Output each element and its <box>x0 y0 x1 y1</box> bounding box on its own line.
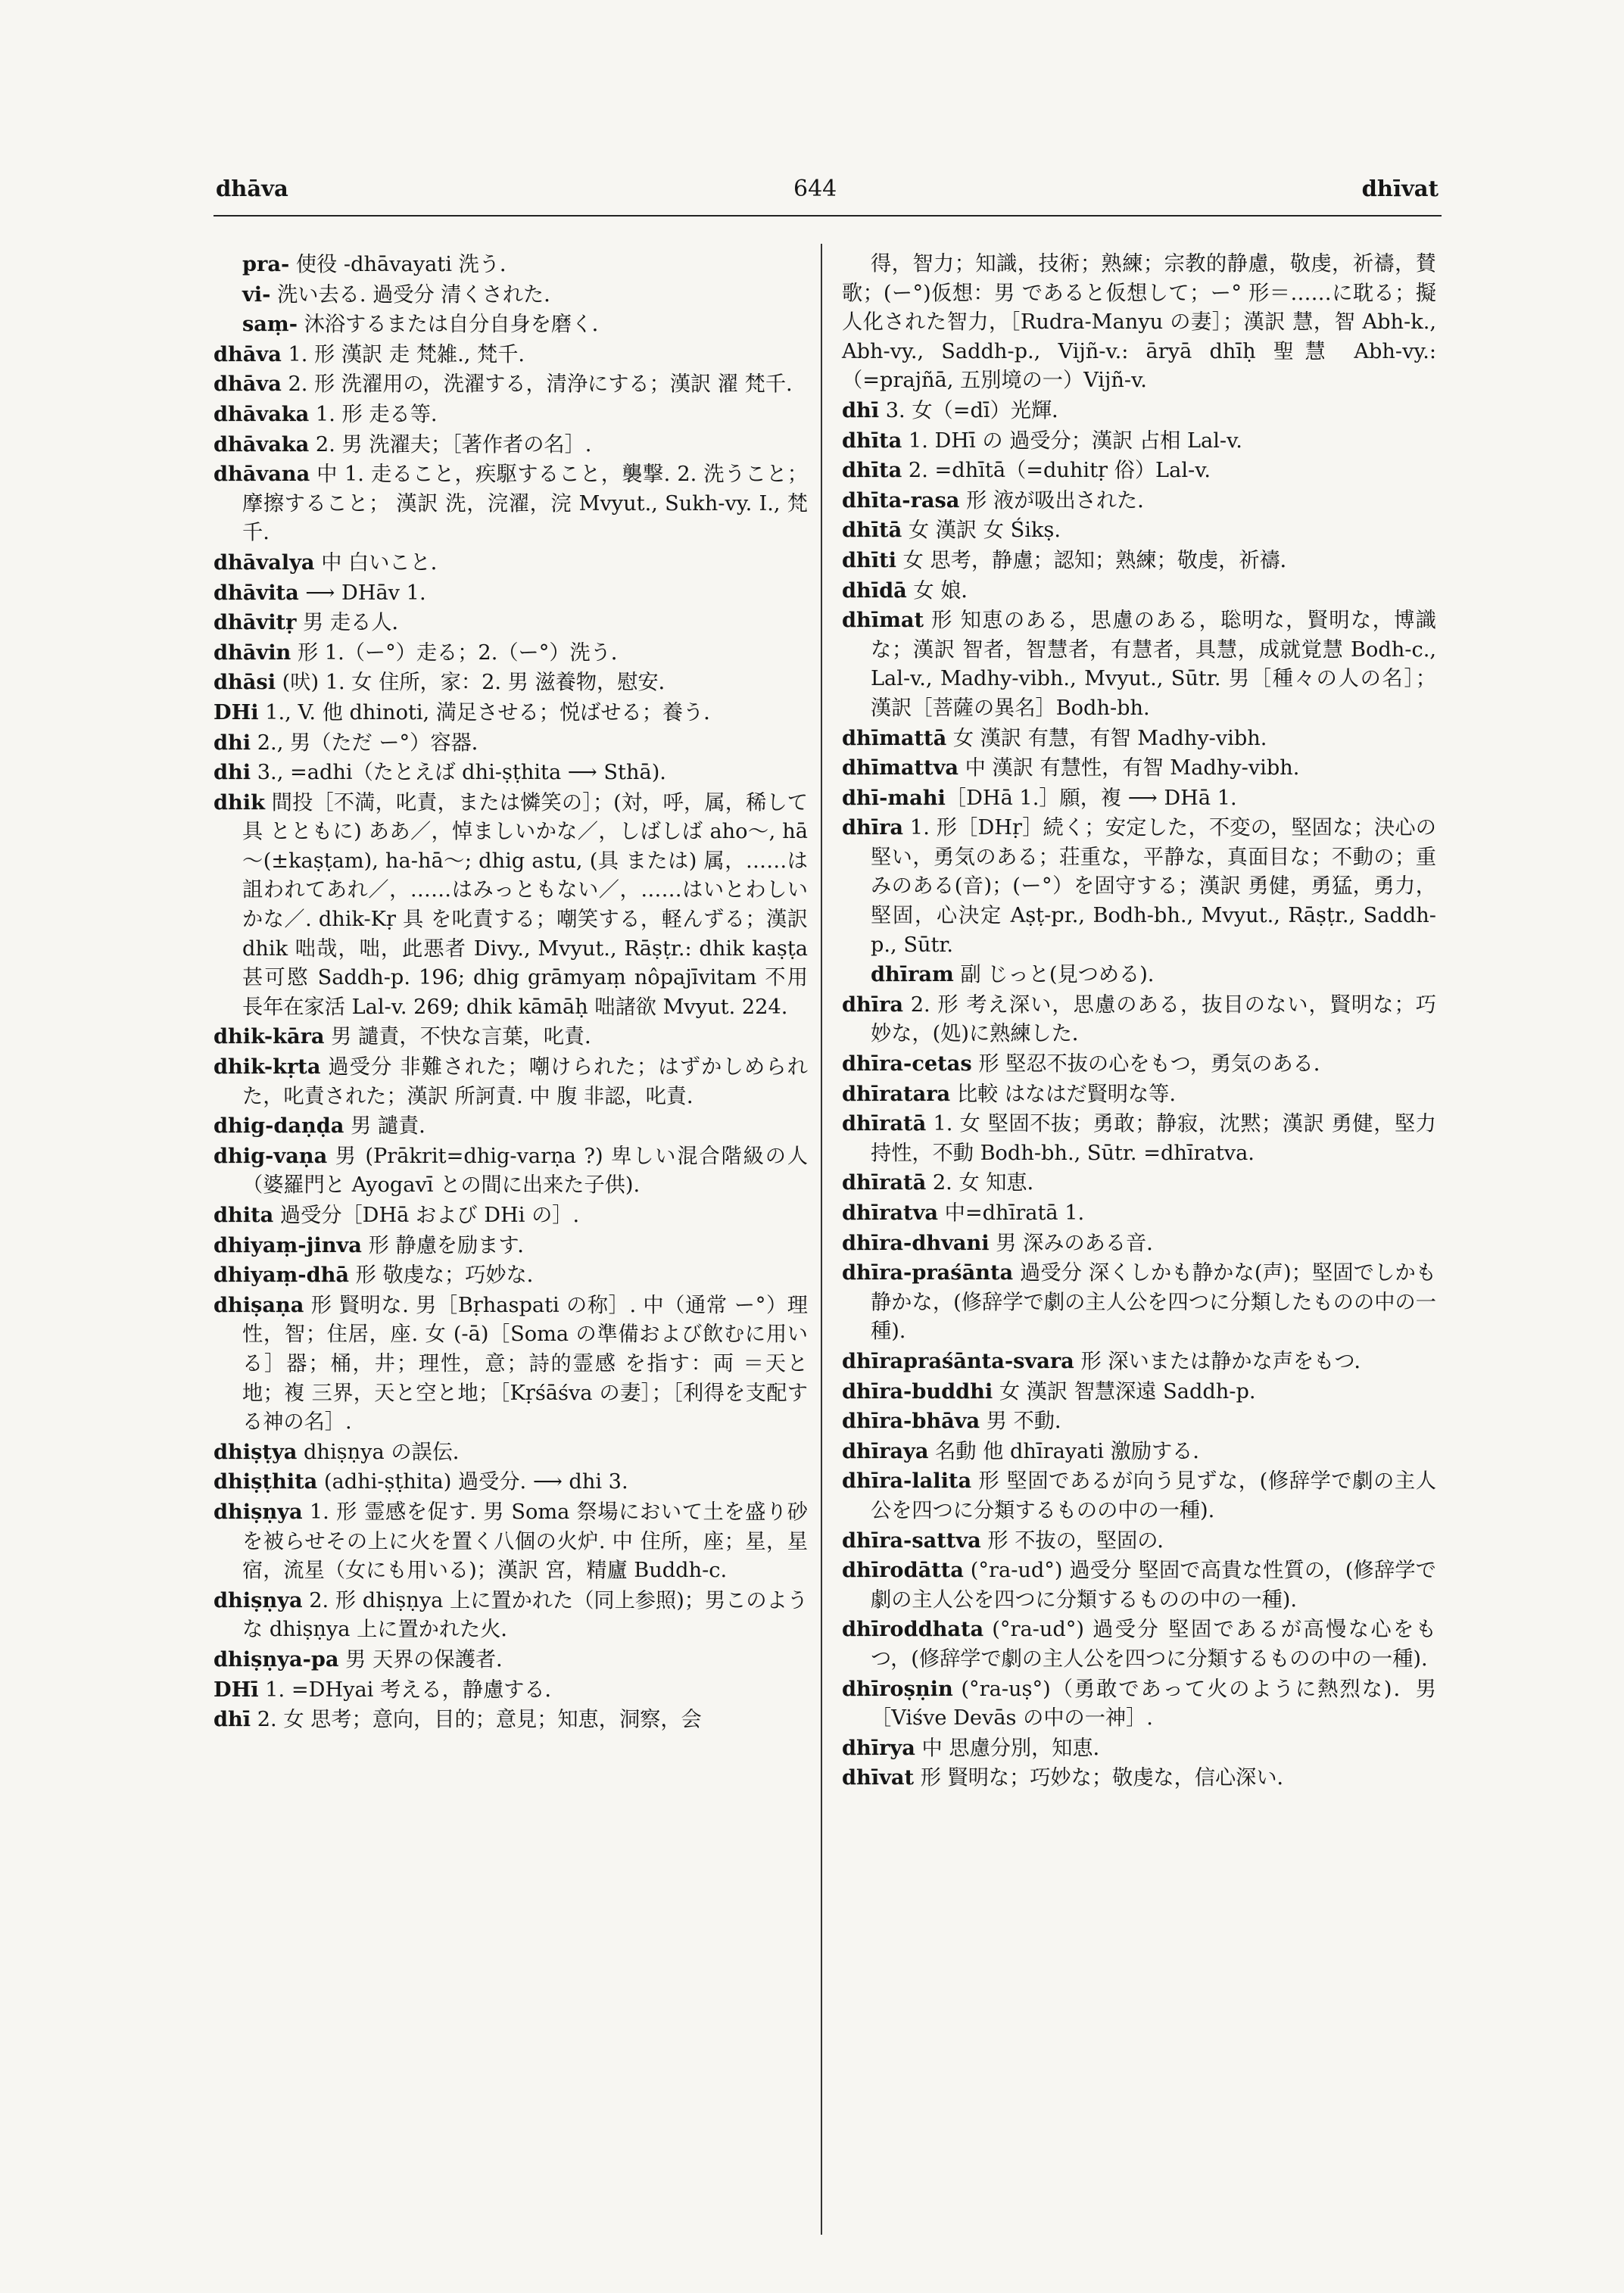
entry-definition: 形 深いまたは静かな声をもつ． <box>1074 1349 1375 1373</box>
entry-headword: dhīra-sattva <box>842 1528 981 1553</box>
entry-definition: 1. =DHyai 考える，静慮する． <box>258 1678 566 1702</box>
running-head-left: dhāva <box>216 176 288 201</box>
dictionary-entry <box>842 1168 1436 1198</box>
dictionary-entry <box>842 960 1436 990</box>
entry-definition: 形 賢明な. 男［Bṛhaspati の称］. 中（通常 ー°）理性，智；住居，座. 女 (-ā)［Soma の準備および飲むに用いる］器；桶，井；理性，意；詩的霊感 を指す：両 ＝天と地；複 三界，天と空と地；［Kṛśāśva の妻］；［利得を支配する神の名］. <box>242 1293 808 1435</box>
entry-definition: 形 不抜の，堅固の． <box>980 1528 1178 1553</box>
entry-headword: dhiṣaṇa <box>214 1292 304 1317</box>
dictionary-entry <box>842 1229 1436 1259</box>
entry-headword: dhāvaka <box>214 401 310 426</box>
entry-definition: 男 不動． <box>980 1410 1076 1434</box>
entry-definition: dhiṣṇya の誤伝． <box>297 1440 474 1464</box>
entry-headword: dhiṣṇya <box>214 1587 303 1612</box>
dictionary-entry <box>842 516 1436 546</box>
entry-definition: 名動 他 dhīrayati 激励する． <box>928 1439 1214 1463</box>
entry-headword: dhīra-buddhi <box>842 1379 993 1404</box>
dictionary-entry <box>842 546 1436 576</box>
running-head-right: dhīvat <box>1361 176 1439 201</box>
dictionary-entry <box>214 1467 808 1497</box>
entry-definition: 中=dhīratā 1. <box>938 1201 1085 1225</box>
entry-definition: 形 静慮を励ます． <box>361 1233 538 1257</box>
entry-definition: 洗い去る. 過受分 清くされた． <box>270 282 565 307</box>
entry-definition: 中 思慮分別，知恵． <box>915 1736 1114 1760</box>
entry-definition: 中 1. 走ること，疾駆すること，襲撃. 2. 洗うこと；摩擦すること； 漢訳 洗，浣濯，浣 Mvyut., Sukh-vy. I., 梵千. <box>242 463 808 545</box>
entry-headword: dhī-mahi <box>842 785 946 810</box>
dictionary-entry <box>842 1556 1436 1615</box>
entry-definition: 女 漢訳 智慧深遠 Saddh-p. <box>993 1379 1256 1404</box>
entry-definition: 過受分［DHā および DHi の］. <box>273 1204 580 1227</box>
entry-headword: dhāva <box>214 372 282 397</box>
dictionary-entry <box>214 608 808 638</box>
entry-definition: 女 漢訳 女 Śikṣ. <box>902 519 1061 543</box>
dictionary-entry <box>214 1201 808 1231</box>
entry-definition: 中 漢訳 有慧性，有智 Madhy-vibh. <box>959 756 1300 780</box>
dictionary-entry <box>842 1347 1436 1377</box>
entry-headword: dhāvana <box>214 462 310 487</box>
dictionary-entry <box>214 1260 808 1291</box>
entry-headword: dhiṣṭya <box>214 1439 298 1464</box>
dictionary-entry <box>214 340 808 370</box>
entry-headword: dhīmat <box>842 608 924 633</box>
entry-definition: 2., 男（ただ ー°）容器． <box>251 731 492 755</box>
dictionary-entry <box>842 990 1436 1049</box>
entry-definition: 女 漢訳 有慧，有智 Madhy-vibh. <box>946 726 1267 750</box>
dictionary-entry <box>842 1763 1436 1793</box>
dictionary-entry <box>214 1586 808 1645</box>
entry-definition: 使役 -dhāvayati 洗う． <box>289 253 521 276</box>
entry-headword: dhi <box>214 730 251 755</box>
entry-headword: dhīratva <box>842 1201 939 1225</box>
entry-headword: dhiyaṃ-jinva <box>214 1232 362 1257</box>
entry-headword: dhāvitṛ <box>214 610 297 635</box>
entry-headword: dhīratā <box>842 1111 927 1136</box>
entry-definition: (吠) 1. 女 住所，家：2. 男 滋養物，慰安． <box>276 671 679 695</box>
entry-definition: 中 白いこと． <box>314 550 451 575</box>
dictionary-entry <box>214 280 808 310</box>
entry-headword: dhī <box>214 1707 251 1732</box>
entry-definition: (adhi-ṣṭhita) 過受分. ⟶ dhi 3. <box>317 1470 628 1494</box>
entry-headword: dhīram <box>871 962 954 987</box>
dictionary-entry <box>842 486 1436 516</box>
dictionary-entry <box>842 250 1436 396</box>
dictionary-entry <box>214 578 808 609</box>
entry-definition: 1. 形 霊感を促す. 男 Soma 祭場において土を盛り砂を被らせその上に火を置く八個の火炉. 中 住所，座；星，星宿，流星（女にも用いる)；漢訳 宮，精廬 Buddh-c. <box>242 1500 808 1583</box>
dictionary-entry <box>842 1109 1436 1168</box>
dictionary-entry <box>842 1615 1436 1674</box>
entry-headword: dhig-vaṇa <box>214 1143 328 1168</box>
dictionary-entry <box>214 638 808 668</box>
dictionary-entry <box>842 1080 1436 1110</box>
entry-definition: (°ra-ud°) 過受分 堅固であるが高慢な心をもつ，(修辞学で劇の主人公を四つに分類するものの中の一種). <box>871 1618 1436 1671</box>
entry-headword: dhīroṣṇin <box>842 1676 953 1701</box>
dictionary-entry <box>842 1734 1436 1764</box>
entry-definition: 2. 男 洗濯夫；［著作者の名］. <box>309 432 592 456</box>
page-number: 644 <box>793 176 837 202</box>
entry-definition: 女 思考，静慮；認知；熟練；敬虔，祈禱． <box>896 548 1301 572</box>
dictionary-entry <box>214 788 808 1023</box>
dictionary-entry <box>214 400 808 430</box>
dictionary-entry <box>842 606 1436 723</box>
entry-headword: dhīrapraśānta-svara <box>842 1348 1074 1373</box>
column-divider <box>821 244 822 2235</box>
entry-headword: dhiṣṇya-pa <box>214 1647 339 1671</box>
entry-definition: 1. 形 走る等. <box>309 402 438 426</box>
entry-definition: 男 走る人． <box>296 611 413 635</box>
entry-headword: dhī <box>842 397 880 422</box>
entry-definition: 間投［不満，叱責，または憐笑の］；(対，呼，属，稀して 具 とともに) ああ／，悼ましいかな／，しばしば aho～, hā～(±kaṣṭam), ha-hā～; dhig astu, (具 または) 属，……は詛われてあれ／，……はみっともない／，……はいとわしいかな／. dhik-Kṛ 具 を叱責する；嘲笑する，軽んずる；漢訳 dhik 咄哉，咄，此悪者 Divy., Mvyut., Rāṣṭr.: dhik kaṣṭa 甚可愍 Saddh-p. 196; dhig grāmyaṃ nôpajīvitam 不用長年在家活 Lal-v. 269; dhik kāmāḥ 咄諸欲 Mvyut. 224. <box>242 790 808 1019</box>
entry-headword: dhāvaka <box>214 431 310 456</box>
entry-headword: dhīra-bhāva <box>842 1409 980 1434</box>
dictionary-entry <box>214 1291 808 1438</box>
entry-headword: saṃ- <box>242 312 298 337</box>
entry-definition: 形 液が吸出された． <box>959 488 1158 512</box>
entry-definition: 副 じっと(見つめる). <box>953 963 1155 987</box>
entry-headword: dhīratara <box>842 1081 951 1106</box>
entry-headword: DHī <box>214 1677 259 1702</box>
entry-definition: ⟶ DHāv 1. <box>298 581 426 605</box>
dictionary-entry <box>842 396 1436 426</box>
entry-headword: dhīraya <box>842 1438 929 1463</box>
dictionary-entry <box>214 250 808 280</box>
entry-headword: dhāvalya <box>214 550 315 575</box>
entry-headword: dhīta <box>842 428 902 453</box>
entry-definition: 形 敬虔な；巧妙な． <box>348 1263 547 1288</box>
entry-definition: 1. 形 漢訳 走 梵雑., 梵千. <box>281 342 525 366</box>
entry-headword: dhāsi <box>214 670 276 695</box>
entry-definition: 過受分 非難された；嘲けられた；はずかしめられた，叱責された；漢訳 所訶責. 中 腹 非認，叱責． <box>242 1055 808 1108</box>
dictionary-entry <box>214 698 808 728</box>
entry-definition: 男 譴責，不快な言葉，叱責． <box>324 1025 606 1049</box>
entry-definition: 3., =adhi（たとえば dhi-ṣṭhita ⟶ Sthā). <box>251 761 666 785</box>
dictionary-entry <box>214 460 808 548</box>
entry-definition: 男 深みのある音． <box>989 1231 1167 1255</box>
entry-headword: dhik-kāra <box>214 1024 325 1049</box>
entry-headword: dhiṣṭhita <box>214 1469 318 1494</box>
dictionary-entry <box>842 784 1436 814</box>
entry-definition: 1. 女 堅固不抜；勇敢；静寂，沈黙；漢訳 勇健，堅力持性，不動 Bodh-bh., Sūtr. =dhīratva. <box>871 1112 1436 1165</box>
dictionary-entry <box>842 426 1436 456</box>
entry-definition: 2. 女 知恵． <box>926 1171 1048 1195</box>
entry-headword: dhīmattva <box>842 756 959 780</box>
entry-definition: 男 譴責． <box>344 1114 440 1139</box>
entry-headword: dhīmattā <box>842 725 947 750</box>
entry-headword: dhīra <box>842 992 904 1017</box>
entry-headword: dhik-kṛta <box>214 1055 321 1080</box>
entry-headword: dhīra-dhvani <box>842 1230 990 1255</box>
dictionary-entry <box>842 1377 1436 1407</box>
entry-definition: 2. 女 思考；意向，目的；意見；知恵，洞察，会 <box>251 1708 702 1732</box>
entry-definition: 3. 女（=dī）光輝． <box>879 398 1073 422</box>
dictionary-entry <box>214 548 808 578</box>
header-rule <box>214 215 1442 217</box>
entry-definition: (°ra-uṣ°)（勇敢であって火のように熱烈な)．男［Viśve Devās の中の一神］. <box>871 1677 1436 1731</box>
dictionary-entry <box>214 310 808 340</box>
dictionary-entry <box>842 1675 1436 1734</box>
entry-definition: 形 知恵のある，思慮のある，聡明な，賢明な，博識な；漢訳 智者，智慧者，有慧者，具慧，成就覚慧 Bodh-c., Lal-v., Madhy-vibh., Mvyut., Sūtr. 男［種々の人の名］；漢訳［菩薩の異名］Bodh-bh. <box>871 609 1436 720</box>
entry-headword: dhīra-lalita <box>842 1469 972 1494</box>
entry-headword: dhiṣṇya <box>214 1499 303 1524</box>
dictionary-entry <box>842 1407 1436 1437</box>
entry-headword: dhāvin <box>214 640 291 665</box>
dictionary-entry <box>214 1675 808 1706</box>
entry-headword: dhīratā <box>842 1170 927 1195</box>
entry-definition: 比較 はなはだ賢明な等. <box>950 1082 1176 1106</box>
entry-definition: 女 娘． <box>906 578 982 603</box>
dictionary-entry <box>842 1437 1436 1467</box>
dictionary-entry <box>842 1198 1436 1229</box>
entry-definition: 2. 形 洗濯用の，洗濯する，清浄にする；漢訳 濯 梵千. <box>281 372 793 397</box>
dictionary-entry <box>842 1526 1436 1556</box>
dictionary-entry <box>214 668 808 698</box>
dictionary-entry <box>214 1645 808 1675</box>
entry-headword: dhītā <box>842 518 902 543</box>
entry-headword: dhīdā <box>842 578 907 603</box>
dictionary-entry <box>842 1049 1436 1080</box>
entry-definition: 形 堅固であるが向う見ずな，(修辞学で劇の主人公を四つに分類するものの中の一種). <box>871 1469 1436 1522</box>
entry-headword: dhīra-cetas <box>842 1051 972 1076</box>
dictionary-entry <box>214 1111 808 1142</box>
entry-definition: 男 天界の保護者． <box>338 1647 517 1671</box>
dictionary-entry <box>214 430 808 460</box>
entry-definition: 得，智力；知識，技術；熟練；宗教的静慮，敬虔，祈禱，賛歌；(ー°)仮想：男 であると仮想して；ー° 形＝……に耽る；擬人化された智力，［Rudra-Manyu の妻］；漢訳 慧，智 Abh-k., Abh-vy., Saddh-p., Vijñ-v.: āryā dhīḥ 聖慧 Abh-vy.:（=prajñā, 五別境の一）Vijñ-v. <box>842 252 1436 393</box>
entry-headword: DHi <box>214 699 259 724</box>
right-column <box>842 250 1436 1793</box>
entry-headword: dhīti <box>842 547 896 572</box>
entry-headword: dhig-daṇḍa <box>214 1114 344 1139</box>
dictionary-entry <box>214 1052 808 1111</box>
dictionary-entry <box>214 369 808 400</box>
dictionary-entry <box>842 753 1436 784</box>
entry-headword: dhīvat <box>842 1765 915 1790</box>
dictionary-entry <box>842 813 1436 960</box>
entry-definition: 過受分 深くしかも静かな(声)；堅固でしかも静かな，(修辞学で劇の主人公を四つに分類したものの中の一種). <box>871 1261 1436 1344</box>
entry-definition: 男 (Prākrit=dhig-varṇa ?) 卑しい混合階級の人（婆羅門と Ayogavī との間に出来た子供). <box>242 1144 808 1198</box>
entry-definition: 形 堅忍不抜の心をもつ，勇気のある． <box>971 1052 1335 1076</box>
entry-definition: 2. 形 dhiṣṇya 上に置かれた（同上参照)；男このような dhiṣṇya 上に置かれた火． <box>242 1588 808 1642</box>
entry-definition: 1. 形［DHṛ］続く；安定した，不変の，堅固な；決心の堅い，勇気のある；荘重な，平静な，真面目な；不動の；重みのある(音)；(ー°）を固守する；漢訳 勇健，勇猛，勇力，堅固，心決定 Aṣṭ-pr., Bodh-bh., Mvyut., Rāṣṭr., Saddh-p., Sūtr. <box>871 816 1436 957</box>
entry-headword: dhīra <box>842 815 904 840</box>
dictionary-entry <box>842 456 1436 486</box>
entry-definition: 2. 形 考え深い，思慮のある，抜目のない，賢明な；巧妙な，(処)に熟練した． <box>871 992 1436 1046</box>
entry-headword: dhīra-praśānta <box>842 1260 1014 1285</box>
dictionary-entry <box>214 728 808 759</box>
dictionary-entry <box>214 1705 808 1735</box>
entry-definition: ［DHā 1.］願，複 ⟶ DHā 1. <box>945 786 1237 810</box>
entry-headword: dhita <box>214 1203 274 1227</box>
entry-headword: dhīrodātta <box>842 1558 964 1583</box>
entry-definition: 1. DHī の 過受分；漢訳 占相 Lal-v. <box>902 428 1242 453</box>
entry-definition: 形 賢明な；巧妙な；敬虔な，信心深い． <box>914 1766 1298 1790</box>
dictionary-entry <box>214 1142 808 1201</box>
dictionary-entry <box>842 1258 1436 1347</box>
dictionary-entry <box>214 1022 808 1052</box>
entry-headword: dhi <box>214 760 251 785</box>
dictionary-entry <box>214 1231 808 1261</box>
entry-headword: dhiyaṃ-dhā <box>214 1263 349 1288</box>
entry-headword: dhāvita <box>214 580 299 605</box>
dictionary-entry <box>214 1438 808 1468</box>
entry-headword: dhāva <box>214 341 282 366</box>
entry-definition: (°ra-ud°) 過受分 堅固で高貴な性質の，(修辞学で劇の主人公を四つに分類するものの中の一種). <box>871 1559 1436 1612</box>
left-column <box>214 250 808 1735</box>
dictionary-entry <box>842 724 1436 754</box>
entry-definition: 2. =dhītā（=duhitṛ 俗）Lal-v. <box>902 459 1211 483</box>
entry-headword: dhīroddhata <box>842 1617 984 1642</box>
entry-headword: dhik <box>214 790 265 815</box>
entry-definition: 沐浴するまたは自分自身を磨く． <box>297 313 613 337</box>
entry-headword: dhīrya <box>842 1735 915 1760</box>
entry-definition: 1., V. 他 dhinoti, 満足させる；悦ばせる；養う． <box>258 700 725 724</box>
entry-definition: 形 1.（ー°）走る；2.（ー°）洗う． <box>291 640 632 665</box>
entry-headword: dhīta-rasa <box>842 488 960 512</box>
entry-headword: dhīta <box>842 458 902 483</box>
dictionary-entry <box>214 758 808 788</box>
dictionary-entry <box>842 1466 1436 1525</box>
entry-headword: pra- <box>242 252 290 276</box>
dictionary-entry <box>214 1497 808 1586</box>
dictionary-entry <box>842 576 1436 606</box>
entry-headword: vi- <box>242 282 271 307</box>
